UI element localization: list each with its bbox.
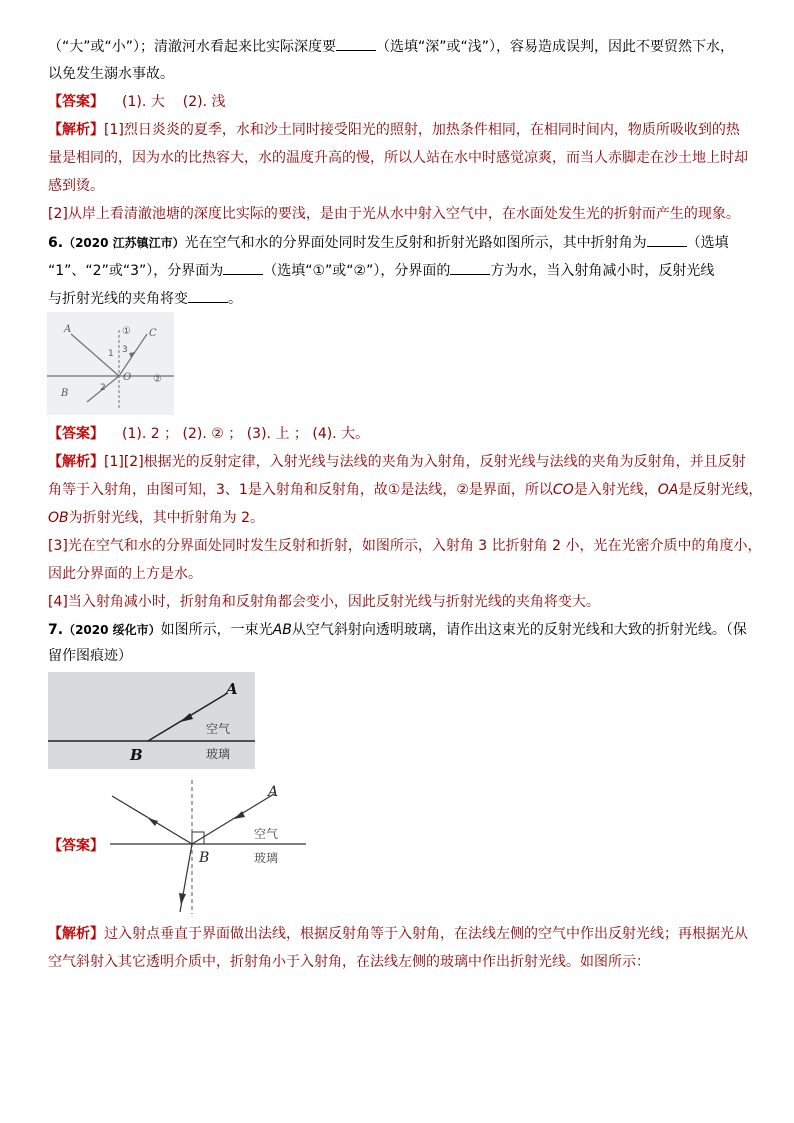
- answer-blank: [336, 36, 376, 51]
- answer-label: 【答案】: [48, 838, 104, 854]
- answer-value: (1). 2 ； (2). ② ； (3). 上 ； (4). 大。: [122, 426, 370, 442]
- analysis-label: 【解析】: [48, 454, 104, 470]
- fig-angle-2: 2: [100, 383, 106, 393]
- answer-blank: [450, 260, 490, 275]
- q7-text: 如图所示，一束光: [160, 622, 273, 638]
- fig-label-normal: ①: [122, 326, 131, 337]
- q6-text: 与折射光线的夹角将变: [48, 291, 188, 307]
- q5-text: （选填“深”或“浅”），容易造成误判，因此不要贸然下水，: [376, 39, 735, 55]
- question-source: （2020 江苏镇江市）: [63, 236, 185, 250]
- q6-analysis-4: [3]光在空气和水的分界面处同时发生反射和折射，如图所示，入射角 3 比折射角 2 小，光在光密介质中的角度小，: [48, 538, 762, 554]
- q5-analysis-1: [48, 120, 740, 140]
- q6-analysis-1: [48, 452, 746, 472]
- q6-line-1: [48, 232, 729, 253]
- answer-label: 【答案】: [48, 94, 104, 110]
- q6-line-2: [48, 260, 714, 281]
- q7-figure: [48, 672, 255, 769]
- q7-answer-figure: [108, 780, 308, 916]
- q7-analysis-2: 空气斜射入其它透明介质中，折射角小于入射角，在法线左侧的玻璃中作出折射光线。如图所示：: [48, 954, 650, 970]
- ray-co: CO: [552, 482, 574, 498]
- analysis-text: [1]烈日炎炎的夏季，水和沙土同时接受阳光的照射，加热条件相同，在相同时间内，物质所吸收到的热: [104, 122, 740, 138]
- q6-answer-row: [48, 424, 369, 444]
- q5-text: （“大”或“小”）；清澈河水看起来比实际深度要: [48, 39, 337, 55]
- q5-answer-row: [48, 92, 225, 112]
- q6-text: （选填: [686, 235, 729, 251]
- fig-label-b: B: [61, 388, 69, 399]
- ray-ab: AB: [272, 622, 292, 638]
- answer-label: 【答案】: [48, 426, 104, 442]
- q6-figure: [47, 312, 174, 415]
- fig-label-air: 空气: [206, 722, 231, 736]
- q7-line-2: 留作图痕迹）: [48, 648, 132, 664]
- q6-analysis-6: [4]当入射角减小时，折射角和反射角都会变小，因此反射光线与折射光线的夹角将变大。: [48, 594, 600, 610]
- fig-label-b: B: [199, 850, 210, 866]
- answer-value: (2). 浅: [182, 94, 226, 110]
- fig-label-b: B: [130, 746, 143, 764]
- q7-text: 从空气斜射向透明玻璃，请作出这束光的反射光线和大致的折射光线。（保: [291, 622, 747, 638]
- fig-label-glass: 玻璃: [206, 747, 231, 761]
- question-source: （2020 绥化市）: [63, 623, 161, 637]
- q5-line-2: 以免发生溺水事故。: [48, 66, 174, 82]
- q7-answer-row: [48, 836, 104, 856]
- fig-label-o: O: [123, 372, 132, 383]
- fig-label-a: A: [226, 680, 238, 698]
- fig-angle-3: 3: [122, 345, 128, 355]
- fig-label-a: A: [64, 324, 72, 335]
- q6-analysis-3: [48, 508, 264, 528]
- question-number: 6.: [48, 235, 64, 251]
- q6-text: （选填“①”或“②”），分界面的: [263, 263, 451, 279]
- fig-label-air: 空气: [254, 827, 279, 841]
- q6-text: 。: [228, 291, 242, 307]
- question-number: 7.: [48, 622, 64, 638]
- analysis-text: 是入射光线，: [573, 482, 658, 498]
- analysis-text: 为折射光线，其中折射角为 2。: [68, 510, 264, 526]
- q7-analysis-1: [48, 924, 748, 944]
- fig-label-interface: ②: [153, 374, 162, 385]
- fig-label-c: C: [149, 328, 157, 339]
- analysis-text: [1][2]根据光的反射定律，入射光线与法线的夹角为入射角，反射光线与法线的夹角为反射角，并且反射: [104, 454, 746, 470]
- answer-blank: [223, 260, 263, 275]
- q7-line-1: [48, 620, 747, 640]
- q6-text: “1”、“2”或“3”），分界面为: [48, 263, 224, 279]
- fig-label-glass: 玻璃: [254, 851, 279, 865]
- q6-text: 光在空气和水的分界面处同时发生反射和折射光路如图所示，其中折射角为: [184, 235, 647, 251]
- analysis-label: 【解析】: [48, 926, 104, 942]
- q6-line-3: [48, 288, 242, 309]
- answer-value: (1). 大: [122, 94, 165, 110]
- analysis-label: 【解析】: [48, 122, 104, 138]
- q6-analysis-5: 因此分界面的上方是水。: [48, 566, 202, 582]
- answer-blank: [188, 288, 228, 303]
- analysis-text: 角等于入射角，由图可知，3、1是入射角和反射角，故①是法线，②是界面，所以: [48, 482, 553, 498]
- ray-ob: OB: [48, 510, 69, 526]
- analysis-text: 是反射光线，: [678, 482, 763, 498]
- answer-blank: [647, 232, 687, 247]
- q5-analysis-2: 量是相同的，因为水的比热容大，水的温度升高的慢，所以人站在水中时感觉凉爽，而当人赤脚走在沙土地上时却: [48, 150, 748, 166]
- ray-oa: OA: [657, 482, 679, 498]
- q6-text: 方为水，当入射角减小时，反射光线: [490, 263, 715, 279]
- q6-analysis-2: [48, 480, 762, 500]
- q5-line-1: [48, 36, 734, 57]
- fig-angle-1: 1: [108, 349, 114, 359]
- q5-analysis-4: [2]从岸上看清澈池塘的深度比实际的要浅，是由于光从水中射入空气中，在水面处发生光的折射而产生的现象。: [48, 206, 740, 222]
- analysis-text: 过入射点垂直于界面做出法线，根据反射角等于入射角，在法线左侧的空气中作出反射光线；再根据光从: [104, 926, 748, 942]
- fig-label-a: A: [268, 784, 279, 800]
- q5-analysis-3: 感到烫。: [48, 178, 104, 194]
